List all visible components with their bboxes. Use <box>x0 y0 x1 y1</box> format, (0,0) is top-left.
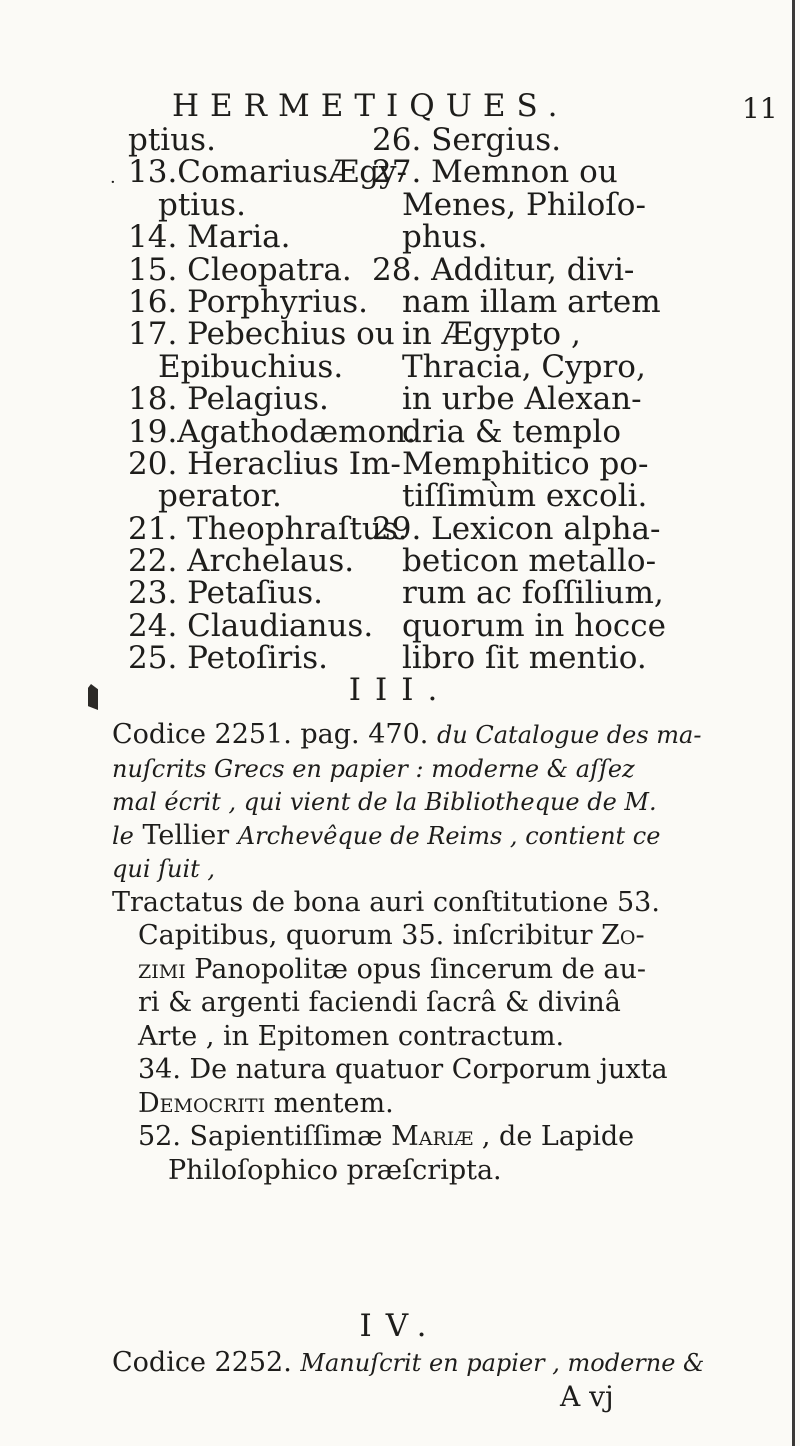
italic-text: du Catalogue des ma- <box>436 721 702 749</box>
list-line: 22. Archelaus. <box>128 543 355 580</box>
codice-ref: Codice 2252. <box>112 1347 292 1378</box>
list-line: rum ac foſſilium, <box>402 575 664 612</box>
list-line: 16. Porphyrius. <box>128 283 369 320</box>
text-line <box>112 1087 772 1121</box>
item-52-text: Philoſophico præſcripta. <box>168 1154 502 1186</box>
section-iii-text <box>112 718 772 1187</box>
list-line: Thracia, Cypro, <box>402 348 646 385</box>
list-line: 21. Theophraſtus. <box>128 510 408 547</box>
list-line: ptius. <box>128 122 216 158</box>
list-line: 20. Heraclius Im- <box>128 445 401 482</box>
list-line: in urbe Alexan- <box>402 381 642 418</box>
italic-text: Archevêque de Reims , contient ce <box>237 821 661 850</box>
text-line <box>112 1120 772 1154</box>
list-line: dria & templo <box>402 413 621 450</box>
tractatus-text: Arte , in Epitomen contractum. <box>138 1020 565 1052</box>
text-line <box>112 886 772 920</box>
text-line <box>112 986 772 1020</box>
list-line: beticon metallo- <box>402 543 657 580</box>
list-line: in Ægypto , <box>402 316 581 353</box>
section-iv-text <box>112 1346 772 1380</box>
list-line: nam illam artem <box>402 283 661 320</box>
list-line: ptius. <box>158 186 246 223</box>
list-line: perator. <box>158 478 282 515</box>
list-line: 27. Memnon ou <box>372 154 618 191</box>
section-number-iii: III. <box>348 672 452 708</box>
codice-ref: Codice 2251. pag. 470. <box>112 719 429 750</box>
list-line: Menes, Philoſo- <box>402 186 646 223</box>
margin-dot: · <box>110 172 116 193</box>
item-52-text: , de Lapide <box>481 1121 635 1152</box>
list-line: Epibuchius. <box>158 348 344 385</box>
catchword: A vj <box>560 1380 614 1413</box>
italic-text: qui ſuit , <box>112 855 216 883</box>
text-line <box>112 852 772 886</box>
italic-text: nuſcrits Grecs en papier : moderne & aſſez <box>112 754 635 783</box>
item-34-text: mentem. <box>273 1087 394 1119</box>
running-title: HERMETIQUES. <box>172 88 569 124</box>
text-line <box>112 919 772 953</box>
text-line <box>112 1346 772 1380</box>
list-line: quorum in hocce <box>402 607 666 644</box>
smallcaps-name: Mariæ <box>391 1121 474 1152</box>
left-column-list <box>128 122 416 677</box>
page-edge-rule <box>792 0 795 1446</box>
text-line <box>112 718 772 752</box>
list-line: 28. Additur, divi- <box>372 251 635 288</box>
list-line: 26. Sergius. <box>372 122 562 158</box>
text-line <box>112 1154 772 1188</box>
tractatus-text: Tractatus de bona auri conſtitutione 53. <box>112 886 660 918</box>
italic-text: le <box>112 821 134 850</box>
list-line: 23. Petaſius. <box>128 575 324 612</box>
section-number-iv: IV. <box>359 1308 441 1344</box>
italic-text: Manuſcrit en papier , moderne & <box>300 1349 705 1377</box>
tractatus-text: Capitibus, quorum 35. inſcribitur <box>138 920 593 951</box>
person-name: Tellier <box>142 819 230 851</box>
list-line: 24. Claudianus. <box>128 607 374 644</box>
list-line: 17. Pebechius ou <box>128 316 395 353</box>
text-line <box>112 752 772 786</box>
item-34-text: 34. De natura quatuor Corporum juxta <box>138 1054 668 1085</box>
list-line: 14. Maria. <box>128 219 291 256</box>
list-line: 18. Pelagius. <box>128 381 329 418</box>
list-line: phus. <box>402 219 488 256</box>
list-line: tiſſimùm excoli. <box>402 478 648 515</box>
list-line: 29. Lexicon alpha- <box>372 510 661 547</box>
page-number: 11 <box>742 92 778 125</box>
text-line <box>112 1053 772 1087</box>
text-line <box>112 819 772 853</box>
text-line <box>112 785 772 819</box>
smallcaps-name: Democriti <box>138 1087 266 1119</box>
text-line <box>112 1020 772 1054</box>
list-line: Memphitico po- <box>402 445 649 482</box>
tractatus-text: ri & argenti faciendi ſacrâ & divinâ <box>138 987 621 1018</box>
text-line <box>112 953 772 987</box>
smallcaps-name: Zo- <box>601 920 645 951</box>
italic-text: mal écrit , qui vient de la Bibliotheque de M. <box>112 788 657 816</box>
item-52-text: 52. Sapientiſſimæ <box>138 1121 383 1152</box>
tractatus-text: Panopolitæ opus ſincerum de au- <box>194 953 647 985</box>
list-line: 25. Petoſiris. <box>128 640 328 677</box>
list-line: libro ſit mentio. <box>402 640 647 677</box>
list-line: 19.Agathodæmon. <box>128 413 416 450</box>
smallcaps-name: zimi <box>138 953 186 985</box>
right-column-list <box>372 124 672 675</box>
list-line: 15. Cleopatra. <box>128 251 352 288</box>
list-line: 13.ComariusÆgy- <box>128 154 408 191</box>
